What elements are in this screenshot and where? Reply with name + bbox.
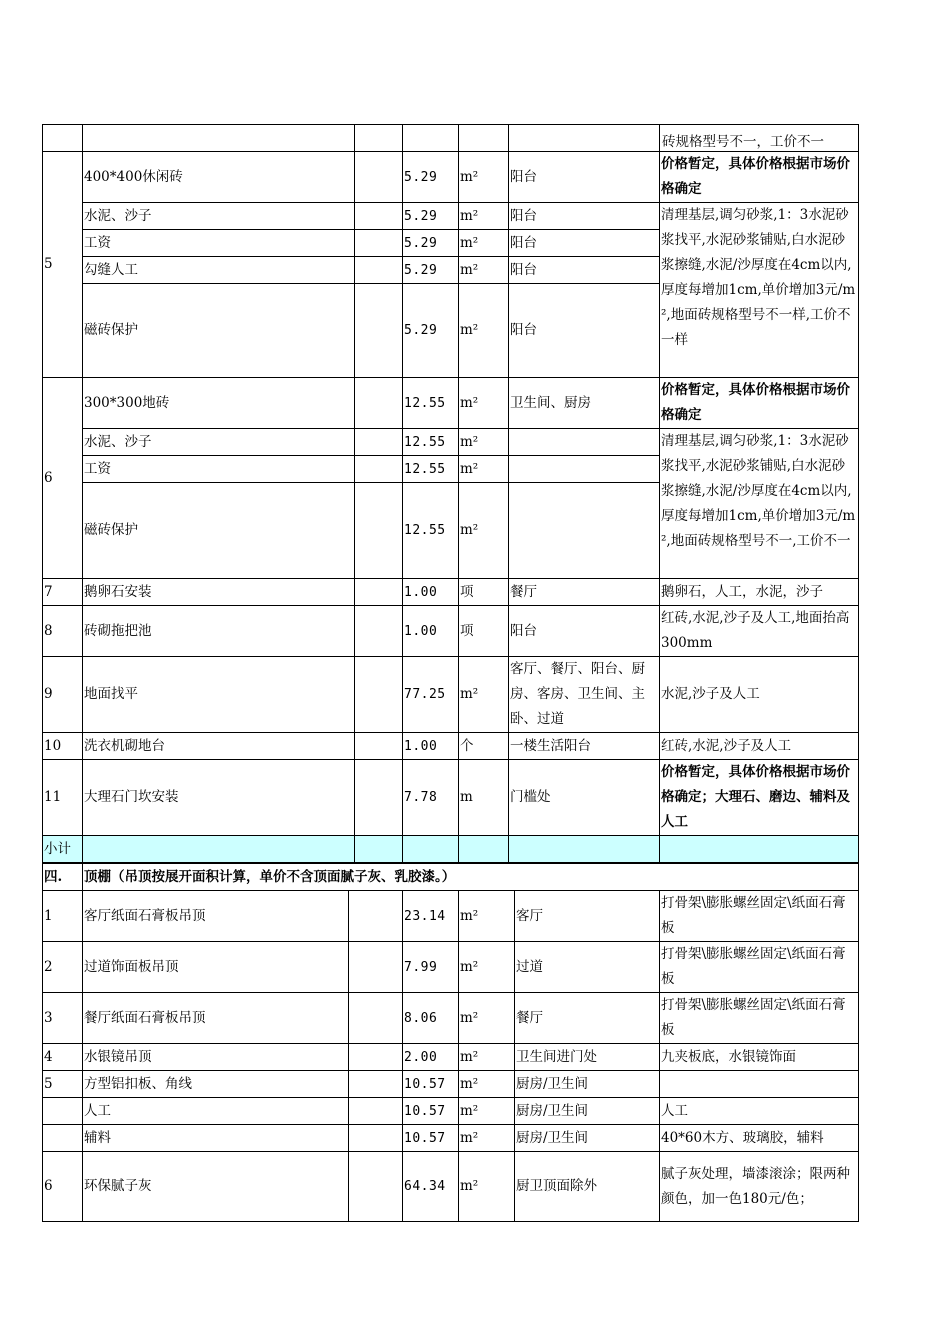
item-no: 6	[43, 378, 83, 579]
item-location	[509, 456, 660, 483]
item-no: 3	[43, 993, 83, 1044]
item-location	[509, 429, 660, 456]
item-qty: 5.29	[403, 284, 459, 378]
item-location: 一楼生活阳台	[509, 733, 660, 760]
item-no: 11	[43, 760, 83, 836]
item-location: 餐厅	[515, 993, 660, 1044]
item-no: 5	[43, 1071, 83, 1098]
item-name: 400*400休闲砖	[83, 152, 355, 203]
item-location	[509, 483, 660, 579]
cell	[355, 378, 403, 429]
item-unit: m²	[459, 284, 509, 378]
item-name: 磁砖保护	[83, 284, 355, 378]
item-note: 人工	[660, 1098, 859, 1125]
item-qty: 5.29	[403, 203, 459, 230]
item-qty: 1.00	[403, 733, 459, 760]
item-location: 客厅、餐厅、阳台、厨房、客房、卫生间、主卧、过道	[509, 657, 660, 733]
item-note: 打骨架\膨胀螺丝固定\纸面石膏板	[660, 891, 859, 942]
cell	[349, 1044, 403, 1071]
item-note: 红砖,水泥,沙子及人工,地面抬高300mm	[660, 606, 859, 657]
table-row	[43, 1125, 859, 1152]
item-unit: m²	[459, 378, 509, 429]
table-row	[43, 1152, 859, 1222]
item-name: 辅料	[83, 1125, 349, 1152]
cell	[355, 456, 403, 483]
item-qty: 8.06	[403, 993, 459, 1044]
item-no: 1	[43, 891, 83, 942]
cell	[459, 836, 509, 863]
item-unit: m²	[459, 230, 509, 257]
table-row	[43, 378, 859, 429]
item-location: 阳台	[509, 284, 660, 378]
item-unit: m²	[459, 993, 515, 1044]
item-note: 价格暂定，具体价格根据市场价格确定；大理石、磨边、辅料及人工	[660, 760, 859, 836]
item-no: 10	[43, 733, 83, 760]
item-name: 大理石门坎安装	[83, 760, 355, 836]
cell	[83, 125, 355, 152]
item-qty: 7.78	[403, 760, 459, 836]
table-row	[43, 733, 859, 760]
item-note: 打骨架\膨胀螺丝固定\纸面石膏板	[660, 993, 859, 1044]
item-unit: m²	[459, 152, 509, 203]
cell	[509, 836, 660, 863]
item-qty: 10.57	[403, 1125, 459, 1152]
item-location: 客厅	[515, 891, 660, 942]
item-unit: m	[459, 760, 509, 836]
table-row	[43, 993, 859, 1044]
table-row	[43, 891, 859, 942]
cell	[349, 993, 403, 1044]
item-qty: 7.99	[403, 942, 459, 993]
item-qty: 10.57	[403, 1098, 459, 1125]
item-unit: 项	[459, 579, 509, 606]
item-no: 6	[43, 1152, 83, 1222]
cell	[660, 836, 859, 863]
item-no: 2	[43, 942, 83, 993]
item-qty: 12.55	[403, 456, 459, 483]
table-row	[43, 606, 859, 657]
item-note	[660, 1071, 859, 1098]
item-location: 阳台	[509, 606, 660, 657]
item-location: 卫生间、厨房	[509, 378, 660, 429]
item-name: 磁砖保护	[83, 483, 355, 579]
item-location: 餐厅	[509, 579, 660, 606]
item-location: 阳台	[509, 257, 660, 284]
item-unit: m²	[459, 257, 509, 284]
item-no: 7	[43, 579, 83, 606]
cell	[355, 657, 403, 733]
item-name: 水泥、沙子	[83, 429, 355, 456]
quotation-sheet	[42, 124, 858, 1222]
item-name: 客厅纸面石膏板吊顶	[83, 891, 349, 942]
table-row	[43, 760, 859, 836]
item-note: 打骨架\膨胀螺丝固定\纸面石膏板	[660, 942, 859, 993]
item-unit: m²	[459, 1125, 515, 1152]
item-location: 阳台	[509, 230, 660, 257]
item-name: 人工	[83, 1098, 349, 1125]
item-location: 阳台	[509, 203, 660, 230]
item-name: 勾缝人工	[83, 257, 355, 284]
item-name: 过道饰面板吊顶	[83, 942, 349, 993]
price-note: 价格暂定，具体价格根据市场价格确定	[660, 378, 859, 429]
item-name: 水泥、沙子	[83, 203, 355, 230]
cell	[355, 733, 403, 760]
item-no: 8	[43, 606, 83, 657]
cell	[355, 579, 403, 606]
cell	[349, 891, 403, 942]
item-no	[43, 1125, 83, 1152]
cell	[355, 483, 403, 579]
subtotal-label: 小计	[43, 836, 83, 863]
item-note: 水泥,沙子及人工	[660, 657, 859, 733]
item-note: 红砖,水泥,沙子及人工	[660, 733, 859, 760]
item-name: 工资	[83, 456, 355, 483]
item-name: 环保腻子灰	[83, 1152, 349, 1222]
table-row	[43, 203, 859, 230]
item-unit: m²	[459, 657, 509, 733]
cell	[355, 284, 403, 378]
item-location: 厨卫顶面除外	[515, 1152, 660, 1222]
item-qty: 12.55	[403, 378, 459, 429]
item-name: 地面找平	[83, 657, 355, 733]
item-location: 卫生间进门处	[515, 1044, 660, 1071]
cell	[355, 606, 403, 657]
item-unit: m²	[459, 1098, 515, 1125]
cell	[83, 836, 355, 863]
item-no: 4	[43, 1044, 83, 1071]
item-name: 洗衣机砌地台	[83, 733, 355, 760]
item-location: 门槛处	[509, 760, 660, 836]
item-unit: m²	[459, 891, 515, 942]
table-row	[43, 1071, 859, 1098]
item-qty: 5.29	[403, 257, 459, 284]
item-unit: m²	[459, 203, 509, 230]
item-no: 9	[43, 657, 83, 733]
item-no	[43, 1098, 83, 1125]
cell	[459, 125, 509, 152]
table-row	[43, 429, 859, 456]
item-unit: 项	[459, 606, 509, 657]
item-name: 鹅卵石安装	[83, 579, 355, 606]
section-header-row	[43, 864, 859, 891]
item-name: 砖砌拖把池	[83, 606, 355, 657]
item-location: 厨房/卫生间	[515, 1071, 660, 1098]
construction-note: 清理基层,调匀砂浆,1：3水泥砂浆找平,水泥砂浆铺贴,白水泥砂浆擦缝,水泥/沙厚度在4cm以内,厚度每增加1cm,单价增加3元/m²,地面砖规格型号不一,工价不一	[660, 429, 859, 579]
table-row	[43, 942, 859, 993]
item-unit: m²	[459, 1152, 515, 1222]
table-row	[43, 152, 859, 203]
item-location: 阳台	[509, 152, 660, 203]
tile-spec-note: 砖规格型号不一，工价不一	[660, 125, 859, 152]
cell	[349, 942, 403, 993]
table-row	[43, 1098, 859, 1125]
item-location: 厨房/卫生间	[515, 1098, 660, 1125]
item-no: 5	[43, 152, 83, 378]
item-location: 过道	[515, 942, 660, 993]
item-qty: 10.57	[403, 1071, 459, 1098]
cell	[355, 152, 403, 203]
item-qty: 64.34	[403, 1152, 459, 1222]
cell	[355, 125, 403, 152]
item-name: 餐厅纸面石膏板吊顶	[83, 993, 349, 1044]
item-note: 40*60木方、玻璃胶，辅料	[660, 1125, 859, 1152]
item-unit: m²	[459, 1071, 515, 1098]
cell	[355, 230, 403, 257]
item-qty: 12.55	[403, 483, 459, 579]
table-row	[43, 657, 859, 733]
cell	[355, 429, 403, 456]
section-number: 四.	[43, 864, 83, 891]
construction-note: 清理基层,调匀砂浆,1：3水泥砂浆找平,水泥砂浆铺贴,白水泥砂浆擦缝,水泥/沙厚度在4cm以内,厚度每增加1cm,单价增加3元/m²,地面砖规格型号不一样,工价不一样	[660, 203, 859, 378]
ceiling-table	[42, 863, 859, 1222]
subtotal-row	[43, 836, 859, 863]
item-note: 鹅卵石，人工，水泥，沙子	[660, 579, 859, 606]
item-name: 方型铝扣板、角线	[83, 1071, 349, 1098]
item-name: 300*300地砖	[83, 378, 355, 429]
price-note: 价格暂定，具体价格根据市场价格确定	[660, 152, 859, 203]
table-row	[43, 579, 859, 606]
item-qty: 77.25	[403, 657, 459, 733]
item-qty: 1.00	[403, 579, 459, 606]
item-unit: m²	[459, 429, 509, 456]
item-qty: 1.00	[403, 606, 459, 657]
cell	[355, 760, 403, 836]
item-location: 厨房/卫生间	[515, 1125, 660, 1152]
cell	[355, 203, 403, 230]
item-qty: 5.29	[403, 230, 459, 257]
cell	[349, 1098, 403, 1125]
item-qty: 5.29	[403, 152, 459, 203]
table-row	[43, 125, 859, 152]
section-title: 顶棚（吊顶按展开面积计算，单价不含顶面腻子灰、乳胶漆。）	[83, 864, 859, 891]
item-unit: m²	[459, 483, 509, 579]
cell	[349, 1125, 403, 1152]
cell	[403, 125, 459, 152]
item-unit: 个	[459, 733, 509, 760]
item-qty: 23.14	[403, 891, 459, 942]
table-row	[43, 1044, 859, 1071]
item-unit: m²	[459, 942, 515, 993]
cell	[355, 257, 403, 284]
cell	[509, 125, 660, 152]
item-qty: 12.55	[403, 429, 459, 456]
cell	[43, 125, 83, 152]
item-unit: m²	[459, 456, 509, 483]
cell	[355, 836, 403, 863]
floor-works-table	[42, 124, 859, 863]
cell	[349, 1071, 403, 1098]
cell	[349, 1152, 403, 1222]
cell	[403, 836, 459, 863]
item-note: 腻子灰处理，墙漆滚涂；限两种颜色，加一色180元/色；	[660, 1152, 859, 1222]
item-note: 九夹板底，水银镜饰面	[660, 1044, 859, 1071]
item-name: 水银镜吊顶	[83, 1044, 349, 1071]
item-unit: m²	[459, 1044, 515, 1071]
item-name: 工资	[83, 230, 355, 257]
item-qty: 2.00	[403, 1044, 459, 1071]
